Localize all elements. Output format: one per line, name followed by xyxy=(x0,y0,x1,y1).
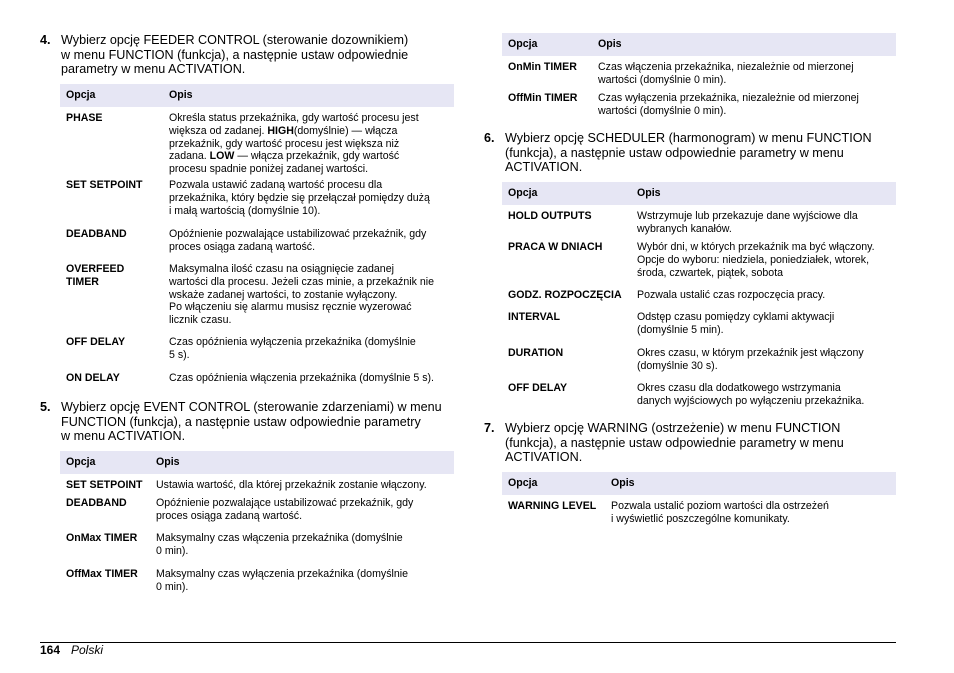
step-4 xyxy=(40,33,460,77)
option-name: WARNING LEVEL xyxy=(508,500,597,512)
option-name: SET SETPOINT xyxy=(66,179,143,191)
column-header-description: Opis xyxy=(631,182,896,205)
option-name: INTERVAL xyxy=(508,311,560,323)
step-7 xyxy=(484,421,896,465)
table-row xyxy=(60,568,454,598)
step-number: 7. xyxy=(484,421,495,435)
event-control-table-continued xyxy=(502,33,896,122)
step-number: 4. xyxy=(40,33,51,47)
table-row xyxy=(502,205,896,241)
option-description: Okres czasu dla dodatkowego wstrzymania danych wyjściowych po wyłączeniu przekaźnika. xyxy=(637,382,865,407)
option-name: PRACA W DNIACH xyxy=(508,241,603,253)
column-header-option: Opcja xyxy=(60,84,163,107)
step-text: Wybierz opcję FEEDER CONTROL (sterowanie dozownikiem) w menu FUNCTION (funkcja), a następnie ustaw odpowiednie parametry w menu ACTIVATION. xyxy=(61,33,409,76)
column-header-option: Opcja xyxy=(502,182,631,205)
table-row xyxy=(502,311,896,347)
option-description: Opóźnienie pozwalające ustabilizować przekaźnik, gdy proces osiąga zadaną wartość. xyxy=(169,228,427,253)
column-header-option: Opcja xyxy=(502,33,592,56)
table-row xyxy=(60,228,454,263)
table-row xyxy=(60,263,454,336)
table-row xyxy=(60,532,454,568)
table-row xyxy=(502,289,896,311)
table-row xyxy=(502,241,896,289)
table-row xyxy=(60,497,454,532)
feeder-control-table xyxy=(60,84,454,392)
step-text: Wybierz opcję SCHEDULER (harmonogram) w menu FUNCTION (funkcja), a następnie ustaw odpowiednie parametry w menu ACTIVATION. xyxy=(505,131,872,174)
table-row xyxy=(60,372,454,392)
column-header-description: Opis xyxy=(163,84,454,107)
table-row xyxy=(502,92,896,122)
scheduler-table xyxy=(502,182,896,412)
option-description: Opóźnienie pozwalające ustabilizować przekaźnik, gdy proces osiąga zadaną wartość. xyxy=(156,497,414,522)
description-text: (domyślnie) — włącza przekaźnik, gdy wartość procesu jest większa niż zadana. xyxy=(169,124,400,163)
option-name: SET SETPOINT xyxy=(66,479,143,491)
description-bold-low: LOW xyxy=(209,150,235,163)
column-header-description: Opis xyxy=(605,472,896,495)
table-row xyxy=(502,56,896,92)
step-6 xyxy=(484,131,896,175)
table-row xyxy=(60,107,454,179)
option-name: GODZ. ROZPOCZĘCIA xyxy=(508,289,622,301)
option-name: OVERFEED TIMER xyxy=(66,263,125,288)
option-description: Wybór dni, w których przekaźnik ma być włączony. Opcje do wyboru: niedziela, poniedziałek, wtorek, środa, czwartek, piątek, sobota xyxy=(637,241,875,279)
option-name: PHASE xyxy=(66,112,103,124)
option-description: Czas wyłączenia przekaźnika, niezależnie od mierzonej wartości (domyślnie 0 min). xyxy=(598,92,859,117)
option-description: Maksymalny czas włączenia przekaźnika (domyślnie 0 min). xyxy=(156,532,403,557)
option-name: DEADBAND xyxy=(66,497,127,509)
option-description: Czas opóźnienia włączenia przekaźnika (domyślnie 5 s). xyxy=(169,372,434,384)
table-header-row xyxy=(502,472,896,495)
step-text: Wybierz opcję WARNING (ostrzeżenie) w menu FUNCTION (funkcja), a następnie ustaw odpowiednie parametry w menu ACTIVATION. xyxy=(505,421,844,464)
option-name: OffMax TIMER xyxy=(66,568,138,580)
option-description: Pozwala ustalić czas rozpoczęcia pracy. xyxy=(637,289,826,301)
event-control-table xyxy=(60,451,454,598)
step-5 xyxy=(40,400,460,444)
warning-table xyxy=(502,472,896,531)
option-name: OffMin TIMER xyxy=(508,92,578,104)
option-name: DURATION xyxy=(508,347,564,359)
option-description xyxy=(163,107,454,179)
table-row xyxy=(502,495,896,531)
option-description: Ustawia wartość, dla której przekaźnik zostanie włączony. xyxy=(156,479,427,491)
option-name: OnMin TIMER xyxy=(508,61,577,73)
option-name: OFF DELAY xyxy=(66,336,126,348)
option-description: Pozwala ustawić zadaną wartość procesu dla przekaźnika, który będzie się przełączał pomiędzy dużą i małą wartością (domyślnie 10). xyxy=(169,179,430,217)
step-number: 5. xyxy=(40,400,51,414)
description-text: Określa status przekaźnika, gdy wartość procesu jest większa od zadanej. xyxy=(169,112,419,137)
option-name: DEADBAND xyxy=(66,228,127,240)
table-row xyxy=(502,382,896,412)
table-header-row xyxy=(60,451,454,474)
option-name: OFF DELAY xyxy=(508,382,568,394)
option-name: OnMax TIMER xyxy=(66,532,138,544)
option-name: HOLD OUTPUTS xyxy=(508,210,592,222)
option-description: Czas opóźnienia wyłączenia przekaźnika (domyślnie 5 s). xyxy=(169,336,416,361)
option-description: Wstrzymuje lub przekazuje dane wyjściowe dla wybranych kanałów. xyxy=(637,210,858,235)
table-row xyxy=(502,347,896,382)
option-description: Okres czasu, w którym przekaźnik jest włączony (domyślnie 30 s). xyxy=(637,347,864,372)
table-header-row xyxy=(502,182,896,205)
description-text: — włącza przekaźnik, gdy wartość procesu spadnie poniżej zadanej wartości. xyxy=(169,150,400,176)
table-header-row xyxy=(60,84,454,107)
footer-divider xyxy=(40,642,896,643)
column-header-description: Opis xyxy=(592,33,896,56)
step-number: 6. xyxy=(484,131,495,145)
table-row xyxy=(60,336,454,372)
option-description: Maksymalny czas wyłączenia przekaźnika (domyślnie 0 min). xyxy=(156,568,408,593)
option-description: Czas włączenia przekaźnika, niezależnie od mierzonej wartości (domyślnie 0 min). xyxy=(598,61,854,86)
description-bold-high: HIGH xyxy=(267,124,294,137)
column-header-option: Opcja xyxy=(60,451,150,474)
step-text: Wybierz opcję EVENT CONTROL (sterowanie zdarzeniami) w menu FUNCTION (funkcja), a następnie ustaw odpowiednie parametry w menu ACTIVATION. xyxy=(61,400,442,443)
page-number: 164 xyxy=(40,643,61,657)
table-row xyxy=(60,179,454,228)
column-header-description: Opis xyxy=(150,451,454,474)
option-name: ON DELAY xyxy=(66,372,120,384)
column-header-option: Opcja xyxy=(502,472,605,495)
page-language: Polski xyxy=(71,643,104,657)
table-row xyxy=(60,474,454,497)
option-description: Maksymalna ilość czasu na osiągnięcie zadanej wartości dla procesu. Jeżeli czas minie, a przekaźnik nie wskaże zadanej wartości, to zostanie wyłączony. Po włączeniu się alarmu musisz ręcznie wyzerować licznik czasu. xyxy=(169,263,434,327)
table-header-row xyxy=(502,33,896,56)
option-description: Pozwala ustalić poziom wartości dla ostrzeżeń i wyświetlić poszczególne komunikaty. xyxy=(611,500,829,525)
option-description: Odstęp czasu pomiędzy cyklami aktywacji (domyślnie 5 min). xyxy=(637,311,835,336)
